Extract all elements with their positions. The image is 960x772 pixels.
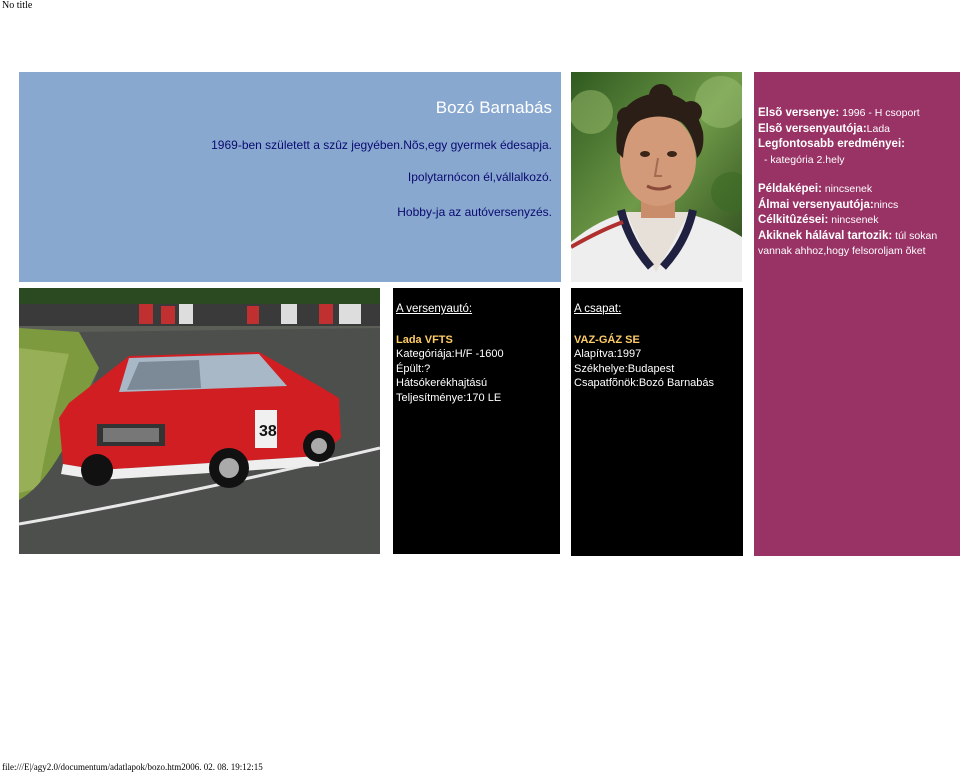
- career-info-panel: [754, 72, 960, 556]
- race-car-heading: A versenyautó:: [396, 303, 473, 315]
- first-car-value: Lada: [866, 122, 891, 135]
- race-car-photo: [19, 288, 380, 554]
- dream-car-row: [758, 198, 956, 214]
- team-name: VAZ-GÁZ SE: [574, 333, 640, 346]
- idols-label: Példaképei:: [758, 183, 822, 195]
- first-race-value: 1996 - H csoport: [839, 107, 920, 119]
- race-car-drive: Hátsókerékhajtású: [396, 377, 488, 389]
- results-label: Legfontosabb eredményei:: [758, 138, 905, 150]
- team-heading: A csapat:: [574, 303, 622, 315]
- team-founded: Alapítva:1997: [574, 348, 642, 360]
- results-row: [758, 137, 956, 153]
- results-value-row: [758, 153, 956, 169]
- car-image: [19, 288, 380, 554]
- results-value: - kategória 2.hely: [764, 153, 845, 166]
- first-race-label: Elsõ versenye:: [758, 107, 840, 119]
- intro-hobby: Hobby-ja az autóversenyzés.: [397, 205, 552, 219]
- dream-car-value: nincs: [873, 198, 899, 211]
- driver-name: Bozó Barnabás: [435, 98, 552, 117]
- idols-value: nincsenek: [821, 183, 873, 195]
- dream-car-label: Álmai versenyautója:: [758, 198, 874, 211]
- thanks-label: Akiknek hálával tartozik:: [758, 229, 893, 242]
- goals-value: nincsenek: [828, 214, 879, 226]
- idols-row: [758, 182, 956, 198]
- team-box: [571, 288, 743, 556]
- race-car-box: [393, 288, 560, 554]
- thanks-value: túl sokan vannak ahhoz,hogy felsoroljam õket: [758, 229, 938, 257]
- goals-row: [758, 213, 956, 229]
- page-header: No title: [2, 0, 33, 11]
- race-number: 38: [259, 423, 277, 440]
- race-car-category: Kategóriája:H/F -1600: [396, 348, 504, 360]
- intro-panel: [19, 72, 561, 282]
- team-seat: Székhelye:Budapest: [574, 362, 675, 375]
- first-race-row: [758, 106, 956, 122]
- team-leader: Csapatfõnök:Bozó Barnabás: [574, 377, 715, 389]
- page-footer: file:///E|/agy2.0/documentum/adatlapok/bozo.htm2006. 02. 08. 19:12:15: [2, 762, 263, 772]
- first-car-row: [758, 122, 956, 138]
- race-car-built: Épült:?: [396, 362, 431, 375]
- first-car-label: Elsõ versenyautója:: [758, 122, 867, 135]
- intro-residence: Ipolytarnócon él,vállalkozó.: [407, 170, 552, 184]
- thanks-row: [758, 229, 956, 260]
- race-car-power: Teljesítménye:170 LE: [396, 391, 502, 404]
- intro-birth: 1969-ben született a szûz jegyében.Nõs,egy gyermek édesapja.: [211, 138, 552, 152]
- driver-portrait-photo: [571, 72, 742, 282]
- portrait-image: [571, 72, 742, 282]
- race-car-model: Lada VFTS: [396, 333, 453, 346]
- goals-label: Célkitûzései:: [758, 214, 829, 226]
